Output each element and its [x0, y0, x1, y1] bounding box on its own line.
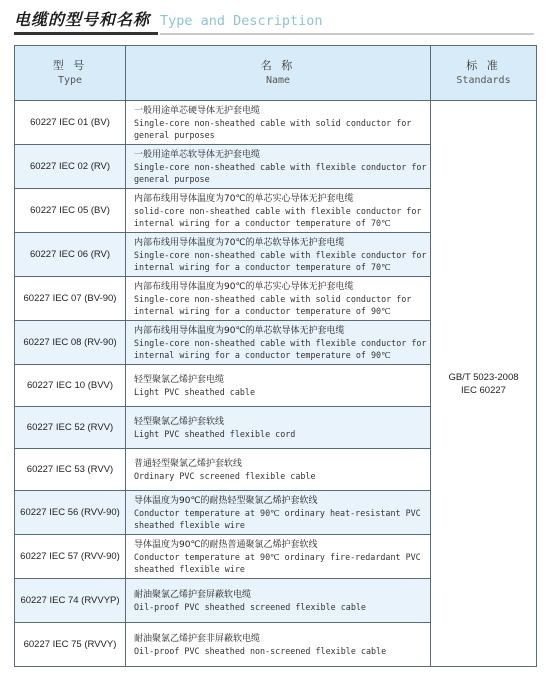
cable-name-en: Single-core non-sheathed cable with solid conductor for — [134, 117, 412, 128]
cable-name-en-cont: sheathed flexible wire — [134, 519, 245, 530]
cable-name-zh: 内部布线用导体温度为90℃的单芯软导体无护套电缆 — [134, 325, 345, 336]
cable-type-cell: 60227 IEC 57 (RVV-90) — [15, 535, 126, 579]
column-header-standards-en: Standards — [456, 74, 511, 86]
cable-type-cell: 60227 IEC 06 (RV) — [15, 233, 126, 277]
cable-type-cell: 60227 IEC 02 (RV) — [15, 145, 126, 189]
cable-name-en: Oil-proof PVC sheathed non-screened flexible cable — [134, 645, 387, 656]
column-header-standards-zh: 标 准 — [466, 58, 501, 72]
cable-type-cell: 60227 IEC 52 (RVV) — [15, 407, 126, 449]
column-header-name — [126, 46, 431, 101]
cable-name-cell — [126, 623, 431, 667]
cable-name-zh: 导体温度为90℃的耐热普通聚氯乙烯护套软线 — [134, 539, 318, 550]
cable-name-zh: 导体温度为90℃的耐热轻型聚氯乙烯护套软线 — [134, 495, 318, 506]
cable-name-en: Single-core non-sheathed cable with flexible conductor for — [134, 161, 427, 172]
cable-type-cell: 60227 IEC 53 (RVV) — [15, 449, 126, 491]
column-header-type — [15, 46, 126, 101]
cable-name-cell — [126, 101, 431, 145]
cable-type-cell: 60227 IEC 56 (RVV-90) — [15, 491, 126, 535]
standard-gb: GB/T 5023-2008 — [448, 371, 519, 383]
cable-name-cell — [126, 145, 431, 189]
cable-type-cell: 60227 IEC 74 (RVVYP) — [15, 579, 126, 623]
cable-name-zh: 一般用途单芯硬导体无护套电缆 — [134, 105, 261, 116]
cable-name-en-cont: internal wiring for a conductor temperature of 90℃ — [134, 305, 391, 316]
cable-type-cell: 60227 IEC 08 (RV-90) — [15, 321, 126, 365]
cable-name-en: Light PVC sheathed flexible cord — [134, 428, 296, 439]
cable-name-en: Conductor temperature at 90℃ ordinary fire-redardant PVC — [134, 551, 421, 562]
cable-name-en: solid-core non-sheathed cable with flexible conductor for — [134, 205, 422, 216]
cable-name-en-cont: sheathed flexible wire — [134, 563, 245, 574]
cable-name-cell — [126, 233, 431, 277]
cable-name-zh: 一般用途单芯软导体无护套电缆 — [134, 149, 261, 160]
cable-name-cell — [126, 365, 431, 407]
cable-name-zh: 内部布线用导体温度为90℃的单芯实心导体无护套电缆 — [134, 281, 354, 292]
table-header-row — [15, 46, 537, 101]
cable-name-en: Light PVC sheathed cable — [134, 386, 256, 397]
cable-name-cell — [126, 579, 431, 623]
cable-name-zh: 普通轻型聚氯乙烯护套软线 — [134, 458, 243, 469]
cable-type-cell: 60227 IEC 05 (BV) — [15, 189, 126, 233]
column-header-name-en: Name — [265, 74, 291, 86]
cable-name-zh: 内部布线用导体温度为70℃的单芯实心导体无护套电缆 — [134, 193, 354, 204]
cable-name-en-cont: general purpose — [134, 173, 210, 184]
standard-iec: IEC 60227 — [461, 384, 506, 396]
cable-name-cell — [126, 449, 431, 491]
column-header-standards — [431, 46, 537, 101]
section-title-en: Type and Description — [160, 13, 323, 29]
cable-name-zh: 轻型聚氯乙烯护套电缆 — [134, 374, 225, 385]
title-underline-dark — [14, 32, 158, 35]
cable-name-en: Oil-proof PVC sheathed screened flexible cable — [134, 601, 366, 612]
cable-name-en: Single-core non-sheathed cable with flexible conductor for — [134, 337, 427, 348]
cable-name-cell — [126, 321, 431, 365]
cable-name-en-cont: internal wiring for a conductor temperature of 90℃ — [134, 349, 391, 360]
cable-type-cell: 60227 IEC 75 (RVVY) — [15, 623, 126, 667]
cable-name-en: Conductor temperature at 90℃ ordinary heat-resistant PVC — [134, 507, 421, 518]
cable-name-cell — [126, 189, 431, 233]
cable-name-cell — [126, 277, 431, 321]
column-header-name-zh: 名 称 — [260, 58, 296, 72]
cable-name-en-cont: general purposes — [134, 129, 215, 140]
cable-name-zh: 内部布线用导体温度为70℃的单芯软导体无护套电缆 — [134, 237, 345, 248]
cable-name-cell — [126, 407, 431, 449]
cable-name-zh: 轻型聚氯乙烯护套软线 — [134, 416, 225, 427]
cable-name-en: Ordinary PVC screened flexible cable — [134, 470, 316, 481]
cable-type-cell: 60227 IEC 07 (BV-90) — [15, 277, 126, 321]
cable-name-cell — [126, 491, 431, 535]
title-underline-light — [160, 33, 534, 35]
cable-name-zh: 耐油聚氯乙烯护套非屏蔽软电缆 — [134, 633, 261, 644]
cable-name-en-cont: internal wiring for a conductor temperature of 70℃ — [134, 261, 391, 272]
cable-type-cell: 60227 IEC 01 (BV) — [15, 101, 126, 145]
cable-name-en: Single-core non-sheathed cable with solid conductor for — [134, 293, 412, 304]
cable-name-en: Single-core non-sheathed cable with flexible conductor for — [134, 249, 427, 260]
cable-name-zh: 耐油聚氯乙烯护套屏蔽软电缆 — [134, 589, 252, 600]
section-title-zh: 电缆的型号和名称 — [14, 10, 151, 29]
cable-spec-table — [14, 45, 537, 667]
standards-cell — [431, 101, 537, 667]
cable-name-en-cont: internal wiring for a conductor temperature of 70℃ — [134, 217, 391, 228]
cable-type-cell: 60227 IEC 10 (BVV) — [15, 365, 126, 407]
column-header-type-zh: 型 号 — [52, 58, 88, 72]
column-header-type-en: Type — [57, 74, 83, 86]
cable-name-cell — [126, 535, 431, 579]
table-row — [15, 101, 537, 145]
section-header — [14, 4, 534, 38]
